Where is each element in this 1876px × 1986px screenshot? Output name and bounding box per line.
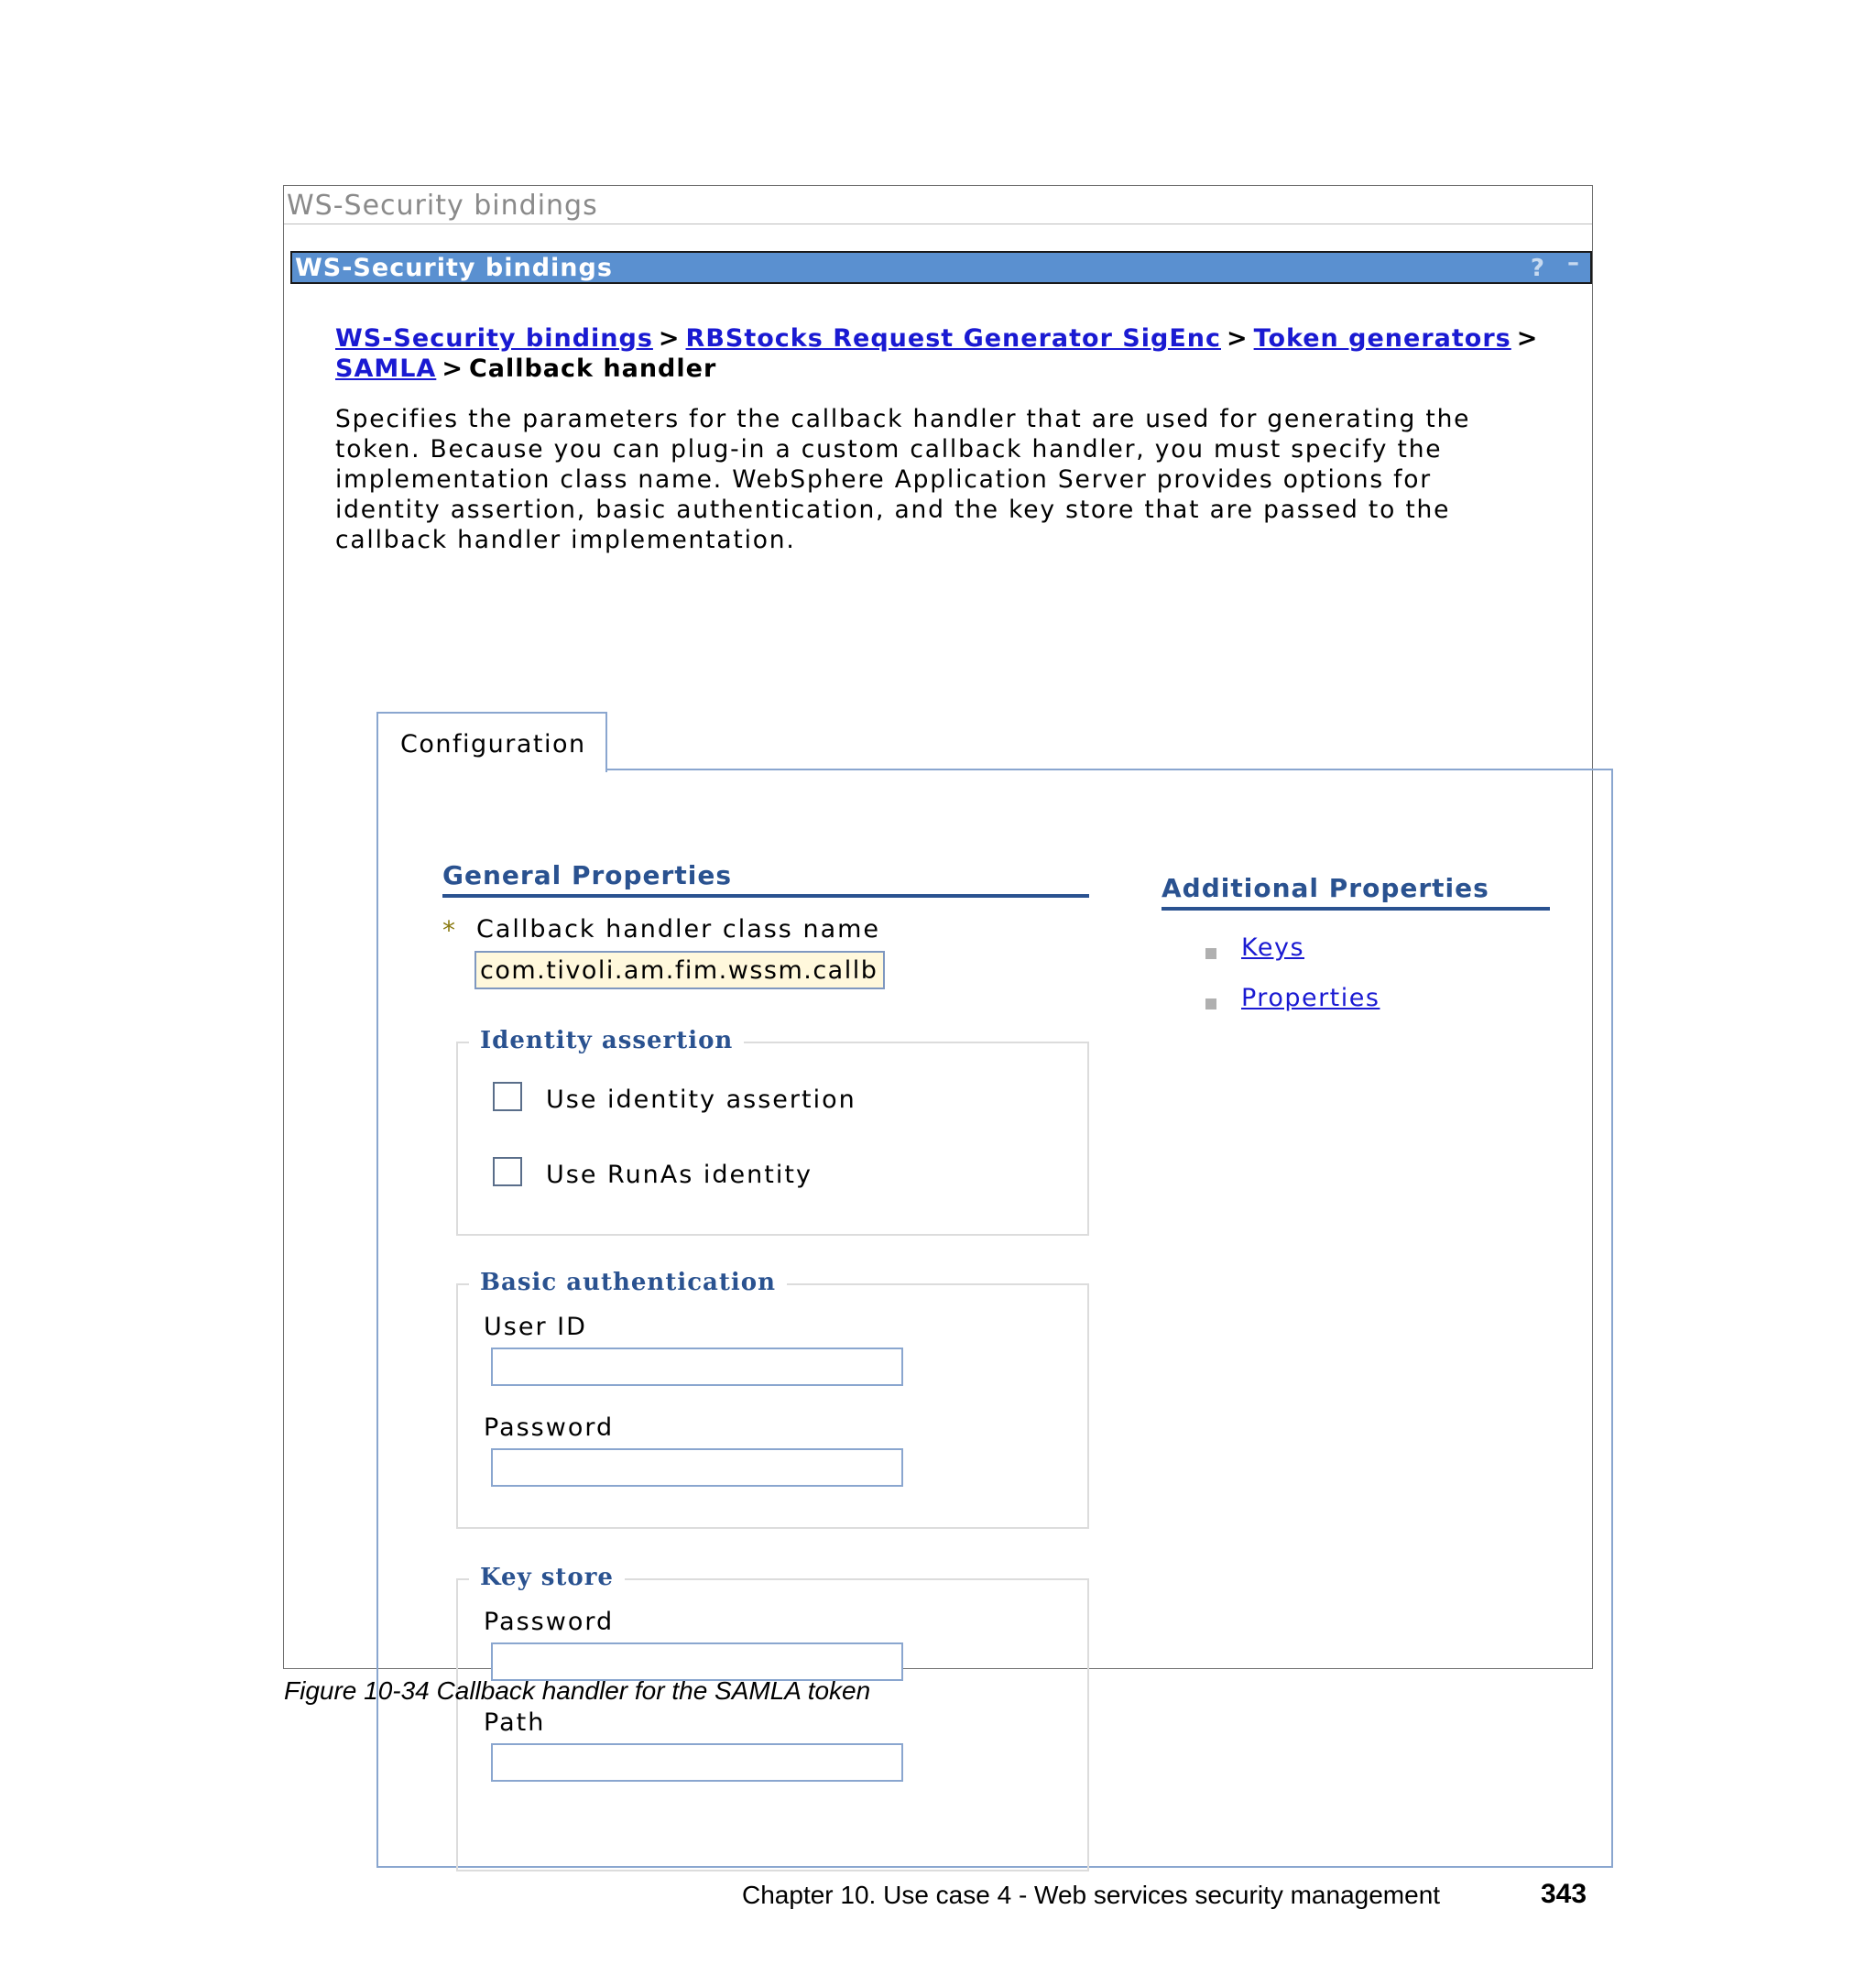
basic-auth-password-input[interactable] [491, 1448, 903, 1487]
tab-configuration-label: Configuration [400, 730, 586, 758]
figure-caption: Figure 10-34 Callback handler for the SAMLA token [284, 1676, 871, 1705]
page-number: 343 [1541, 1879, 1587, 1909]
breadcrumb-link-token-generators[interactable]: Token generators [1253, 324, 1511, 353]
help-icon[interactable]: ? [1530, 255, 1544, 282]
breadcrumb-link-rbstocks-request-generator[interactable]: RBStocks Request Generator SigEnc [685, 324, 1221, 353]
portlet-title-bar [290, 251, 1592, 284]
use-runas-identity-label: Use RunAs identity [546, 1161, 813, 1189]
general-properties-heading: General Properties [442, 860, 1089, 898]
additional-properties-heading: Additional Properties [1162, 873, 1550, 911]
key-store-legend: Key store [469, 1564, 625, 1591]
breadcrumb-link-ws-security-bindings[interactable]: WS-Security bindings [335, 324, 653, 353]
basic-auth-password-label: Password [484, 1413, 615, 1442]
tab-configuration[interactable] [376, 712, 607, 772]
breadcrumb-separator: > [442, 355, 464, 383]
bullet-icon [1205, 998, 1216, 1009]
page-description: Specifies the parameters for the callback handler that are used for generating the token. Because you can plug-in a custom callback handler, you must specify the implementation class name. WebSphere Application Server provides options for identity assertion, basic authentication, and the key store that are passed to the callback handler implementation. [335, 405, 1471, 554]
breadcrumb-link-samla[interactable]: SAMLA [335, 355, 437, 383]
key-store-path-input[interactable] [491, 1743, 903, 1782]
breadcrumb [335, 323, 1572, 384]
keys-link[interactable]: Keys [1241, 933, 1305, 962]
key-store-group [456, 1564, 1089, 1871]
identity-assertion-legend: Identity assertion [469, 1027, 744, 1054]
bullet-icon [1205, 948, 1216, 959]
user-id-input[interactable] [491, 1348, 903, 1386]
basic-authentication-group [456, 1269, 1089, 1529]
key-store-password-label: Password [484, 1608, 615, 1636]
portlet-title: WS-Security bindings [295, 254, 613, 282]
breadcrumb-separator: > [1227, 324, 1249, 353]
breadcrumb-separator: > [658, 324, 681, 353]
key-store-path-label: Path [484, 1708, 546, 1737]
chapter-footer: Chapter 10. Use case 4 - Web services security management [742, 1881, 1441, 1909]
breadcrumb-current: Callback handler [468, 355, 717, 383]
properties-link[interactable]: Properties [1241, 984, 1380, 1012]
key-store-password-input[interactable] [491, 1642, 903, 1681]
class-name-label: Callback handler class name [476, 915, 881, 944]
breadcrumb-separator: > [1516, 324, 1539, 353]
use-runas-identity-checkbox[interactable] [493, 1157, 522, 1186]
user-id-label: User ID [484, 1313, 587, 1341]
basic-authentication-legend: Basic authentication [469, 1269, 787, 1296]
class-name-input[interactable]: com.tivoli.am.fim.wssm.callb [474, 951, 885, 989]
use-identity-assertion-label: Use identity assertion [546, 1086, 856, 1114]
minimize-icon[interactable]: – [1567, 249, 1579, 277]
use-identity-assertion-checkbox[interactable] [493, 1082, 522, 1111]
window-title: WS-Security bindings [287, 190, 598, 222]
identity-assertion-group [456, 1027, 1089, 1236]
required-marker-icon: * [442, 915, 455, 945]
